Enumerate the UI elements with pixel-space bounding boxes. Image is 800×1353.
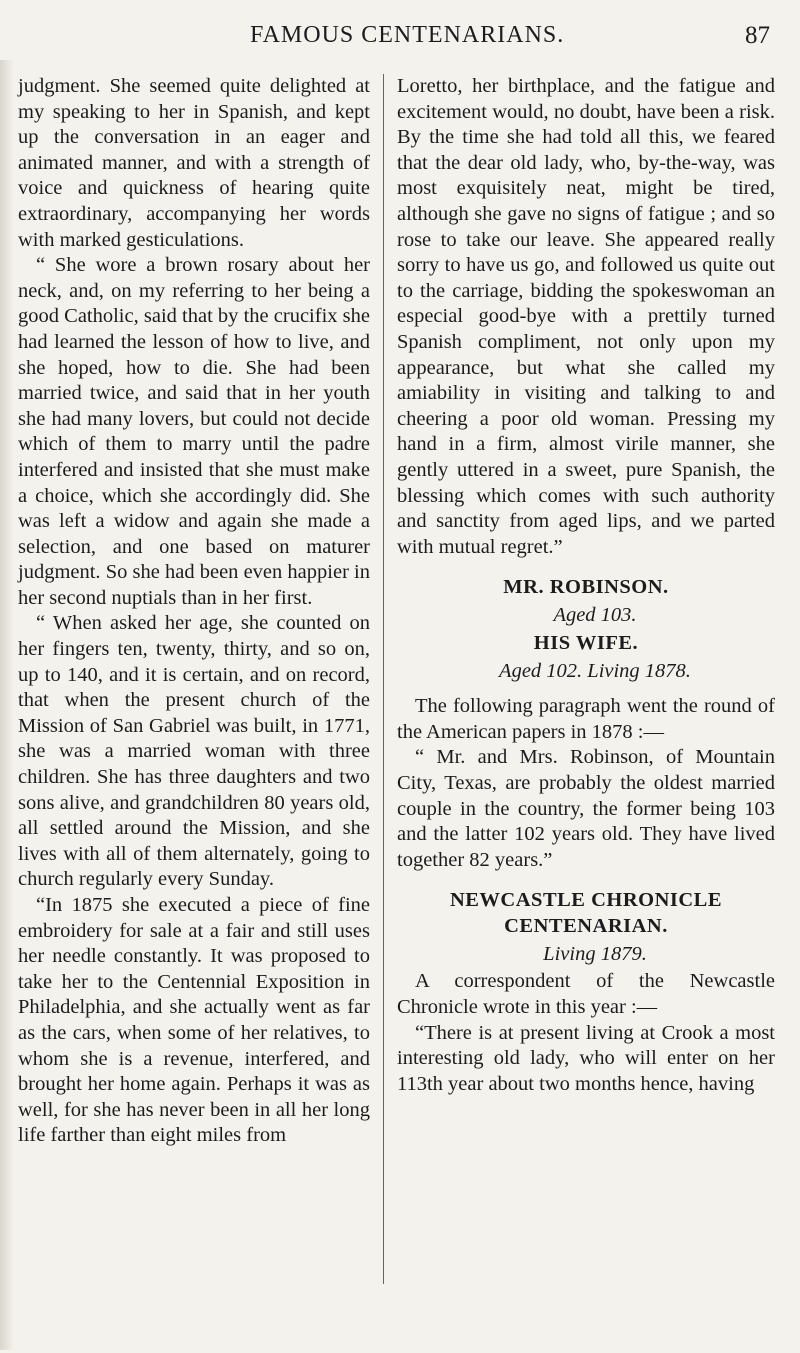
- page-number: 87: [745, 22, 770, 49]
- robinson-paragraph-2: “ Mr. and Mrs. Robinson, of Mountain City, Texas, are probably the oldest married couple in the country, the former being 103 and the latter 102 years old. They have lived together 82 years.”: [397, 746, 775, 871]
- left-paragraph-2: “ She wore a brown rosary about her neck, and, on my referring to her being a good Catholic, said that by the crucifix she had learned the lesson of how to live, and she hoped, how to die. She had been married twice, and said that in her youth she had many lovers, but could not decide which of them to marry until the padre interfered and insisted that she must make a choice, which she accordingly did. She was left a widow and again she made a selection, and one based on maturer judgment. So she had been even happier in her second nuptials than in her first.: [18, 254, 370, 609]
- section-living-1879: Living 1879.: [543, 943, 647, 966]
- left-paragraph-3: “ When asked her age, she counted on her fingers ten, twenty, thirty, and so on, up to 140, and it is certain, and on record, that when the present church of the Mission of San Gabriel was built, in 1771, she was a married woman with three children. She has three daughters and two sons alive, and grandchildren 80 years old, all settled around the Mission, and she lives with all of them alternately, going to church regularly every Sunday.: [18, 612, 370, 891]
- section-aged-103: Aged 103.: [553, 604, 637, 627]
- section-aged-102: Aged 102. Living 1878.: [499, 660, 691, 683]
- newcastle-paragraph-2: “There is at present living at Crook a most interesting old lady, who will enter on her 113th year about two months hence, having: [397, 1021, 775, 1095]
- column-divider: [383, 74, 384, 1284]
- section-heading-newcastle: NEWCASTLE CHRONICLE CENTENARIAN.: [449, 889, 723, 938]
- section-subheading-his-wife: HIS WIFE.: [533, 632, 639, 655]
- left-paragraph-1: judgment. She seemed quite delighted at my speaking to her in Spanish, and kept up the conversation in an eager and animated manner, and with a strength of voice and quickness of hearing quite extraordinary, accompanying her words with marked gesticulations.: [18, 75, 370, 251]
- page-gutter-shadow: [0, 60, 14, 1350]
- robinson-paragraph-1: The following paragraph went the round of the American papers in 1878 :—: [397, 695, 775, 743]
- right-column: [397, 74, 775, 1097]
- section-heading-robinson: MR. ROBINSON.: [503, 576, 669, 599]
- newcastle-paragraph-1: A correspondent of the Newcastle Chronicle wrote in this year :—: [397, 970, 775, 1019]
- left-paragraph-4: “In 1875 she executed a piece of fine embroidery for sale at a fair and still uses her needle constantly. It was proposed to take her to the Centennial Exposition in Philadelphia, and she actually went as far as the cars, when some of her relatives, to whom she is a revenue, interfered, and brought her home again. Perhaps it was as well, for she has never been in all her long life farther than eight miles from: [18, 894, 370, 1147]
- right-paragraph-1: Loretto, her birthplace, and the fatigue and excitement would, no doubt, have been a risk. By the time she had told all this, we feared that the dear old lady, who, by-the-way, was most exquisitely neat, might be tired, although she gave no signs of fatigue ; and so rose to take our leave. She appeared really sorry to have us go, and followed us quite out to the carriage, bidding the spokeswoman an especial good-bye with a prettily turned Spanish compliment, not only upon my appearance, but what she called my amiability in visiting and talking to and cheering a poor old woman. Pressing my hand in a firm, almost virile manner, she gently uttered in a sweet, pure Spanish, the blessing which comes with such authority and sanctity from aged lips, and we parted with mutual regret.”: [397, 75, 775, 558]
- left-column: [18, 74, 370, 1149]
- page-header: [250, 22, 770, 62]
- running-title: FAMOUS CENTENARIANS.: [250, 22, 565, 48]
